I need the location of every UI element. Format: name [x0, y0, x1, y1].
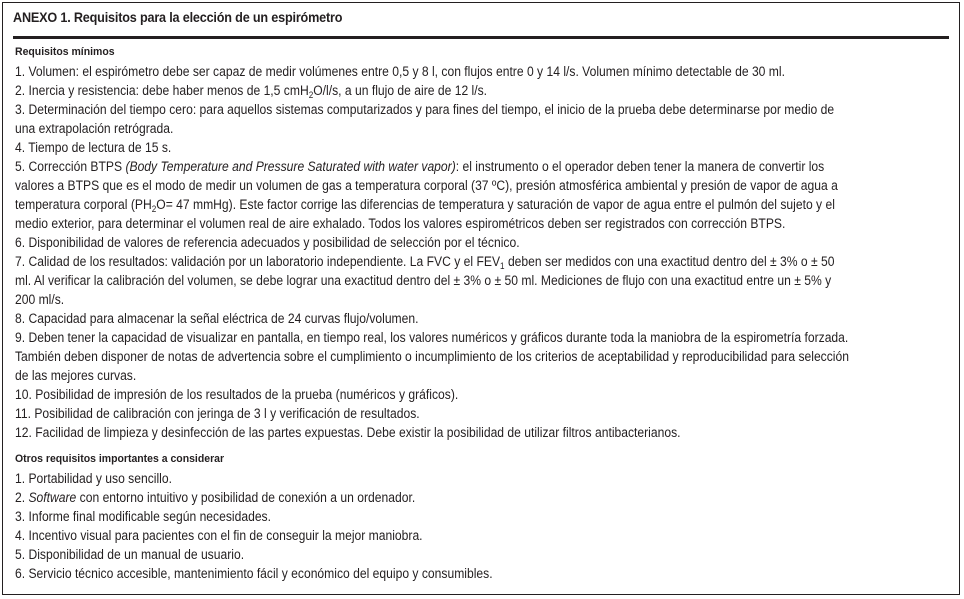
req-3-line-1: 3. Determinación del tiempo cero: para aquellos sistemas computarizados y para fines del tiempo, el inicio de la prueba debe determinarse por medio de [15, 102, 835, 117]
other-1: 1. Portabilidad y uso sencillo. [15, 471, 172, 486]
annex-table [2, 2, 960, 595]
req-7-line-2: ml. Al verificar la calibración del volumen, se debe lograr una exactitud dentro del ± 3% o ± 50 ml. Mediciones de flujo con una exactitud entre un ± 5% y [15, 273, 832, 288]
other-5: 5. Disponibilidad de un manual de usuario. [15, 547, 245, 562]
other-4: 4. Incentivo visual para pacientes con el fin de conseguir la mejor maniobra. [15, 528, 423, 543]
req-5-line-2: valores a BTPS que es el modo de medir un volumen de gas a temperatura corporal (37 ºC), presión atmosférica ambiental y presión de vapor de agua a [15, 178, 838, 193]
title-rule [13, 36, 949, 39]
req-9-line-3: de las mejores curvas. [15, 368, 137, 383]
other-3: 3. Informe final modificable según necesidades. [15, 509, 271, 524]
req-11: 11. Posibilidad de calibración con jeringa de 3 l y verificación de resultados. [15, 406, 420, 421]
section-heading-minimos: Requisitos mínimos [15, 46, 115, 58]
annex-title: ANEXO 1. Requisitos para la elección de un espirómetro [13, 10, 343, 25]
req-9-line-1: 9. Deben tener la capacidad de visualizar en pantalla, en tiempo real, los valores numéricos y gráficos durante toda la maniobra de la espirometría forzada. [15, 330, 849, 345]
req-10: 10. Posibilidad de impresión de los resultados de la prueba (numéricos y gráficos). [15, 387, 459, 402]
req-5-line-3: temperatura corporal ($PH_2O= 47$ mmHg). Este factor corrige las diferencias de temperatura y saturación de vapor de agua entre el pulmón del sujeto y el [15, 197, 835, 214]
req-7-line-1: 7. Calidad de los resultados: validación por un laboratorio independiente. La FVC y el $FEV_1$ deben ser medidos con una exactitud dentro del ± 3% o ± 50 [15, 254, 835, 271]
req-5-line-4: medio exterior, para determinar el volumen real de aire exhalado. Todos los valores espirométricos deben ser registrados con corrección BTPS. [15, 216, 786, 231]
req-2: 2. Inercia y resistencia: debe haber menos de 1,5 cmH$_2$O/l/s, a un flujo de aire de 12 l/s. [15, 83, 488, 100]
req-3-line-2: una extrapolación retrógrada. [15, 121, 174, 136]
req-1: 1. Volumen: el espirómetro debe ser capaz de medir volúmenes entre 0,5 y 8 l, con flujos entre 0 y 14 l/s. Volumen mínimo detectable de 30 ml. [15, 64, 785, 79]
req-12: 12. Facilidad de limpieza y desinfección de las partes expuestas. Debe existir la posibilidad de utilizar filtros antibacterianos. [15, 425, 681, 440]
other-6: 6. Servicio técnico accesible, mantenimiento fácil y económico del equipo y consumibles. [15, 566, 493, 581]
req-5-line-1: 5. Corrección BTPS (Body Temperature and Pressure Saturated with water vapor): el instrumento o el operador deben tener la manera de convertir los [15, 159, 825, 174]
req-9-line-2: También deben disponer de notas de advertencia sobre el cumplimiento o incumplimiento de los criterios de aceptabilidad y reproducibilidad para selección [15, 349, 849, 364]
other-2: 2. Software con entorno intuitivo y posibilidad de conexión a un ordenador. [15, 490, 416, 505]
req-8: 8. Capacidad para almacenar la señal eléctrica de 24 curvas flujo/volumen. [15, 311, 419, 326]
req-7-line-3: 200 ml/s. [15, 292, 65, 307]
req-6: 6. Disponibilidad de valores de referencia adecuados y posibilidad de selección por el técnico. [15, 235, 520, 250]
section-heading-otros: Otros requisitos importantes a considerar [15, 453, 225, 465]
req-4: 4. Tiempo de lectura de 15 s. [15, 140, 172, 155]
